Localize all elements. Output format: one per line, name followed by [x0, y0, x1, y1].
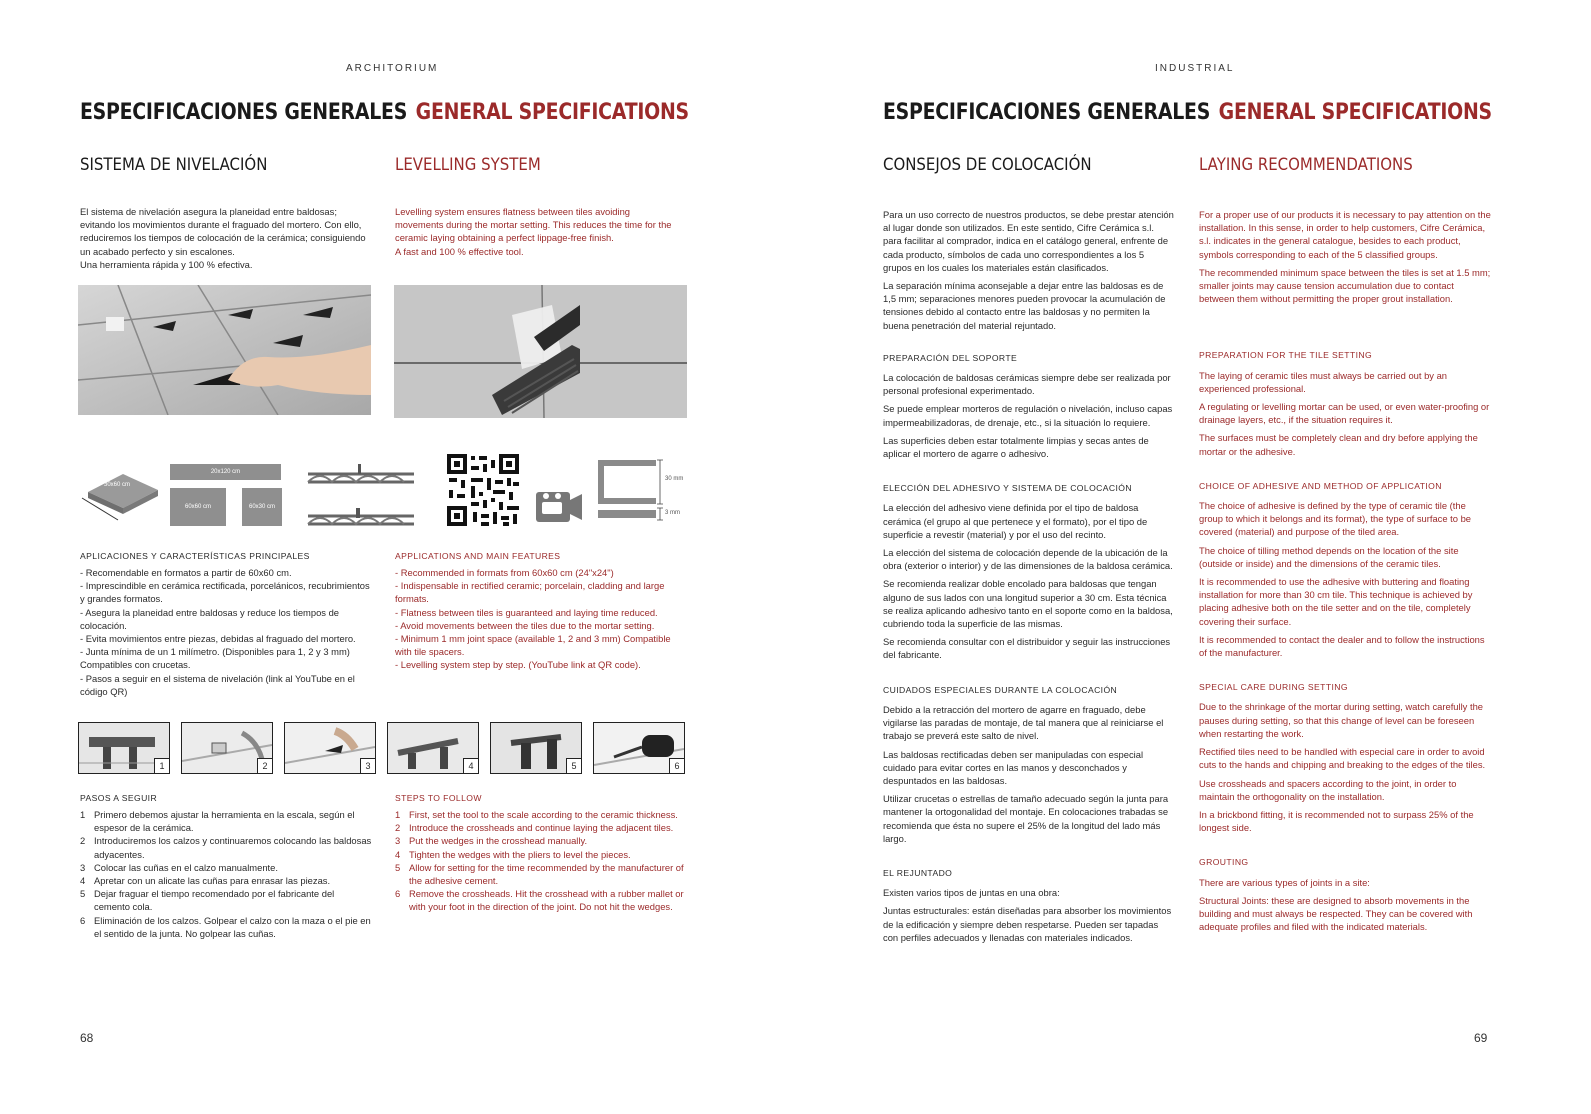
- subheading: SPECIAL CARE DURING SETTING: [1199, 682, 1348, 693]
- page-title-left: [80, 100, 689, 125]
- step-number: 6: [669, 758, 684, 773]
- step-image-4: [387, 722, 479, 774]
- step-image-3: [284, 722, 376, 774]
- tile-label-60x30: 60x30 cm: [248, 504, 275, 510]
- list-item: - Flatness between tiles is guaranteed and laying time reduced.: [395, 606, 658, 618]
- list-item: 5 Dejar fraguar el tiempo recomendado por el fabricante del cemento cola.: [80, 888, 335, 913]
- paragraph: Las superficies deben estar totalmente limpias y secas antes de aplicar el mortero de agarre o adhesivo.: [883, 434, 1149, 460]
- paragraph: It is recommended to contact the dealer and to follow the instructions of the manufacturer.: [1199, 633, 1485, 659]
- title-es: ESPECIFICACIONES GENERALES: [80, 100, 408, 125]
- paragraph: Para un uso correcto de nuestros productos, se debe prestar atención al lugar donde son utilizados. En este sentido, Cifre Cerámica s.l. para facilitar al comprador, indica en el catálogo general, enfrente de cada producto, símbolos de cada uno correspondientes a los 5 grupos en los cuales los materiales están clasificados.: [883, 209, 1174, 273]
- page-number-left: 68: [80, 1031, 94, 1045]
- section-title-en-right: LAYING RECOMMENDATIONS: [1199, 155, 1413, 175]
- block-care-es: [883, 684, 1175, 845]
- step-number: 2: [257, 758, 272, 773]
- list-item: - Evita movimientos entre piezas, debidas al fraguado del mortero.: [80, 633, 356, 645]
- apps-title-en: APPLICATIONS AND MAIN FEATURES: [395, 551, 561, 561]
- steps-title-en: STEPS TO FOLLOW: [395, 793, 482, 803]
- subheading: CUIDADOS ESPECIALES DURANTE LA COLOCACIÓN: [883, 684, 1118, 695]
- list-item: - Junta mínima de un 1 milímetro. (Disponibles para 1, 2 y 3 mm) Compatibles con crucetas.: [80, 646, 350, 671]
- title-en: GENERAL SPECIFICATIONS: [415, 100, 689, 125]
- paragraph: There are various types of joints in a site:: [1199, 876, 1370, 888]
- list-item: 4 Apretar con un alicate las cuñas para enrasar las piezas.: [80, 875, 331, 887]
- paragraph: La separación mínima aconsejable a dejar entre las baldosas es de 1,5 mm; separaciones menores pueden provocar la acumulación de tensiones debido al contacto entre las baldosas y no permiten la buena penetración del material rejuntado.: [883, 280, 1166, 331]
- block-grout-en: [1199, 856, 1491, 933]
- paragraph: Juntas estructurales: están diseñadas para absorber los movimientos de la edificación y siempre deben respetarse. Pueden ser tapadas con perfiles adecuados y llenadas con materiales indicados.: [883, 905, 1172, 943]
- list-item: - Indispensable in rectified ceramic; porcelain, cladding and large formats.: [395, 580, 665, 605]
- qr-code-icon[interactable]: [445, 452, 521, 528]
- tile-format-20x120: [170, 464, 281, 480]
- video-camera-icon: [536, 488, 584, 524]
- list-item: - Pasos a seguir en el sistema de nivelación (link al YouTube en el código QR): [80, 672, 355, 697]
- list-item: 6 Eliminación de los calzos. Golpear el calzo con la maza o el pie en el sentido de la junta. No golpear las cuñas.: [80, 914, 371, 939]
- paragraph: For a proper use of our products it is necessary to pay attention on the installation. In this sense, in order to help customers, Cifre Cerámica, s.l. indicates in the general catalogue, besides to each product, symbols corresponding to each of the 5 classified groups.: [1199, 209, 1491, 260]
- intro-en-p2: A fast and 100 % effective tool.: [395, 245, 524, 257]
- running-head-left: ARCHITORIUM: [346, 63, 439, 74]
- subheading: PREPARATION FOR THE TILE SETTING: [1199, 350, 1373, 361]
- steps-list-en: [395, 808, 685, 914]
- paragraph: Se recomienda consultar con el distribuidor y seguir las instrucciones del fabricante.: [883, 636, 1171, 661]
- page-number-right: 69: [1474, 1031, 1488, 1045]
- block-intro-es: [883, 208, 1175, 332]
- list-item: 5 Allow for setting for the time recommended by the manufacturer of the adhesive cement.: [395, 861, 684, 887]
- levelling-photo-hand: [78, 285, 371, 415]
- paragraph: The choice of adhesive is defined by the type of ceramic tile (the group to which it belongs and its format), the type of surface to be covered (material) and purpose of the tiled area.: [1199, 500, 1472, 538]
- apps-list-es: [80, 566, 370, 698]
- apps-list-en: [395, 566, 685, 672]
- list-item: 2 Introduciremos los calzos y continuaremos colocando las baldosas adyacentes.: [80, 835, 372, 860]
- tile-profile-diagram: [306, 456, 416, 532]
- intro-es: [80, 205, 372, 271]
- block-care-en: [1199, 681, 1491, 834]
- list-item: - Asegura la planeidad entre baldosas y reduce los tiempos de colocación.: [80, 606, 340, 631]
- intro-en: [395, 205, 680, 258]
- list-item: - Imprescindible en cerámica rectificada, porcelánicos, recubrimientos y grandes formatos.: [80, 580, 370, 605]
- apps-title-es: APLICACIONES Y CARACTERÍSTICAS PRINCIPALES: [80, 551, 310, 561]
- section-title-es-right: CONSEJOS DE COLOCACIÓN: [883, 155, 1092, 175]
- running-head-right: INDUSTRIAL: [1155, 63, 1235, 74]
- paragraph: Existen varios tipos de juntas en una obra:: [883, 887, 1060, 899]
- title-en: GENERAL SPECIFICATIONS: [1218, 100, 1492, 125]
- tile-thickness-diagram: [596, 456, 688, 526]
- intro-es-p2: Una herramienta rápida y 100 % efectiva.: [80, 258, 253, 270]
- list-item: 4 Tighten the wedges with the pliers to level the pieces.: [395, 848, 631, 860]
- list-item: 3 Put the wedges in the crosshead manually.: [395, 835, 588, 847]
- subheading: EL REJUNTADO: [883, 867, 953, 878]
- step-image-5: [490, 722, 582, 774]
- list-item: 1 First, set the tool to the scale according to the ceramic thickness.: [395, 809, 678, 820]
- paragraph: It is recommended to use the adhesive with buttering and floating installation for more than 30 cm tile. This technique is achieved by placing adhesive both on the tile setter and on the tile, completely covering their surface.: [1199, 576, 1473, 627]
- block-grout-es: [883, 867, 1175, 944]
- paragraph: The laying of ceramic tiles must always be carried out by an experienced professional.: [1199, 369, 1448, 394]
- paragraph: Rectified tiles need to be handled with especial care in order to avoid cuts to the hands and chipping and breaking to the edges of the tiles.: [1199, 746, 1486, 771]
- paragraph: Structural Joints: these are designed to absorb movements in the building and must always be respected. They can be covered with adequate profiles and filed with the indicated materials.: [1199, 894, 1473, 933]
- step-number: 3: [360, 758, 375, 773]
- paragraph: The choice of tilling method depends on the location of the site (outside or inside) and the dimensions of the ceramic tiles.: [1199, 544, 1459, 569]
- tile-label-30x60: 30x60 cm: [104, 482, 131, 488]
- steps-title-es: PASOS A SEGUIR: [80, 793, 158, 803]
- paragraph: La colocación de baldosas cerámicas siempre debe ser realizada por personal profesional experimentado.: [883, 372, 1171, 397]
- tile-label-60x60: 60x60 cm: [184, 504, 211, 510]
- paragraph: Debido a la retracción del mortero de agarre en fraguado, debe vigilarse las paradas de montaje, de tal manera que al reiniciarse el trabajo se preverá este salto de nivel.: [883, 703, 1164, 742]
- paragraph: The surfaces must be completely clean and dry before applying the mortar or the adhesive.: [1199, 432, 1478, 457]
- dim-label-30mm: 30 mm: [665, 476, 684, 482]
- section-title-en-left: LEVELLING SYSTEM: [395, 155, 541, 175]
- step-image-2: [181, 722, 273, 774]
- paragraph: La elección del adhesivo viene definida por el tipo de baldosa cerámica (el grupo al que pertenece y el formato), por el tipo de superficie a revestir (material) y por el uso del recinto.: [883, 502, 1148, 540]
- list-item: - Minimum 1 mm joint space (available 1, 2 and 3 mm) Compatible with tile spacers.: [395, 633, 671, 658]
- section-title-es-left: SISTEMA DE NIVELACIÓN: [80, 155, 268, 175]
- step-number: 5: [566, 758, 581, 773]
- list-item: 3 Colocar las cuñas en el calzo manualmente.: [80, 861, 278, 873]
- step-image-1: [78, 722, 170, 774]
- paragraph: A regulating or levelling mortar can be used, or even water-proofing or drainage layers, etc., if the situation requires it.: [1199, 401, 1490, 426]
- paragraph: The recommended minimum space between the tiles is set at 1.5 mm; smaller joints may cause tension accumulation due to contact between them without permitting the proper grout installation.: [1199, 266, 1491, 305]
- tile-label-20x120: 20x120 cm: [210, 469, 241, 475]
- list-item: 6 Remove the crossheads. Hit the crosshead with a rubber mallet or with your foot in the direction of the joint. Do not hit the wedges.: [395, 888, 684, 913]
- dim-label-3mm: 3 mm: [665, 510, 680, 516]
- subheading: GROUTING: [1199, 857, 1249, 868]
- list-item: 2 Introduce the crossheads and continue laying the adjacent tiles.: [395, 822, 674, 834]
- laying-column-es: [883, 208, 1175, 949]
- list-item: - Levelling system step by step. (YouTube link at QR code).: [395, 659, 641, 671]
- paragraph: Use crossheads and spacers according to the joint, in order to maintain the orthogonality on the installation.: [1199, 777, 1457, 802]
- paragraph: Se puede emplear morteros de regulación o nivelación, incluso capas impermeabilizadoras, de drenaje, etc., si la situación lo requiere.: [883, 403, 1173, 428]
- block-intro-en: [1199, 208, 1491, 305]
- levelling-photo-closeup: [394, 285, 687, 418]
- paragraph: Las baldosas rectificadas deben ser manipuladas con especial cuidado para evitar cortes en las manos y desconchados y despuntados en las baldosas.: [883, 748, 1144, 786]
- block-support-es: [883, 352, 1175, 460]
- steps-list-es: [80, 808, 372, 940]
- subheading: PREPARACIÓN DEL SOPORTE: [883, 352, 1018, 363]
- list-item: - Recommended in formats from 60x60 cm (24"x24"): [395, 567, 614, 578]
- tile-format-60x60: [170, 488, 226, 526]
- page-title-right: [883, 100, 1492, 125]
- block-support-en: [1199, 349, 1491, 457]
- title-es: ESPECIFICACIONES GENERALES: [883, 100, 1211, 125]
- tile-format-diagram: [78, 460, 162, 530]
- block-adhesive-en: [1199, 480, 1491, 659]
- list-item: 1 Primero debemos ajustar la herramienta en la escala, según el espesor de la cerámica.: [80, 809, 355, 834]
- paragraph: Se recomienda realizar doble encolado para baldosas que tengan alguno de sus lados con una longitud superior a 30 cm. Esta técnica se realiza aplicando adhesivo tanto en el soporte como en la baldosa, cubriendo toda la superficie de las mismas.: [883, 578, 1173, 630]
- list-item: - Avoid movements between the tiles due to the mortar setting.: [395, 619, 655, 631]
- paragraph: In a brickbond fitting, it is recommended not to surpass 25% of the longest side.: [1199, 808, 1474, 834]
- step-number: 4: [463, 758, 478, 773]
- laying-column-en: [1199, 208, 1491, 938]
- list-item: - Recomendable en formatos a partir de 60x60 cm.: [80, 567, 292, 578]
- paragraph: La elección del sistema de colocación depende de la ubicación de la obra (exterior o interior) y de las dimensiones de la baldosa cerámica.: [883, 547, 1173, 572]
- subheading: CHOICE OF ADHESIVE AND METHOD OF APPLICATION: [1199, 480, 1442, 491]
- intro-en-p1: Levelling system ensures flatness between tiles avoiding movements during the mortar setting. This reduces the time for the ceramic laying obtaining a perfect lippage-free finish.: [395, 206, 672, 244]
- step-image-6: [593, 722, 685, 774]
- block-adhesive-es: [883, 482, 1175, 661]
- intro-es-p1: El sistema de nivelación asegura la planeidad entre baldosas; evitando los movimientos durante el fraguado del mortero. Con ello, reduciremos los tiempos de colocación de la cerámica; consiguiendo un acabado perfecto y sin escalones.: [80, 206, 366, 257]
- paragraph: Due to the shrinkage of the mortar during setting, watch carefully the pauses during setting, so that this change of level can be foreseen when restarting the work.: [1199, 701, 1484, 739]
- subheading: ELECCIÓN DEL ADHESIVO Y SISTEMA DE COLOCACIÓN: [883, 483, 1132, 494]
- paragraph: Utilizar crucetas o estrellas de tamaño adecuado según la junta para mantener la ortogonalidad del montaje. En colocaciones trabadas se recomienda que ésta no supere el 25% de la longitud del lado más largo.: [883, 793, 1169, 844]
- step-number: 1: [154, 758, 169, 773]
- tile-format-60x30: [242, 488, 282, 526]
